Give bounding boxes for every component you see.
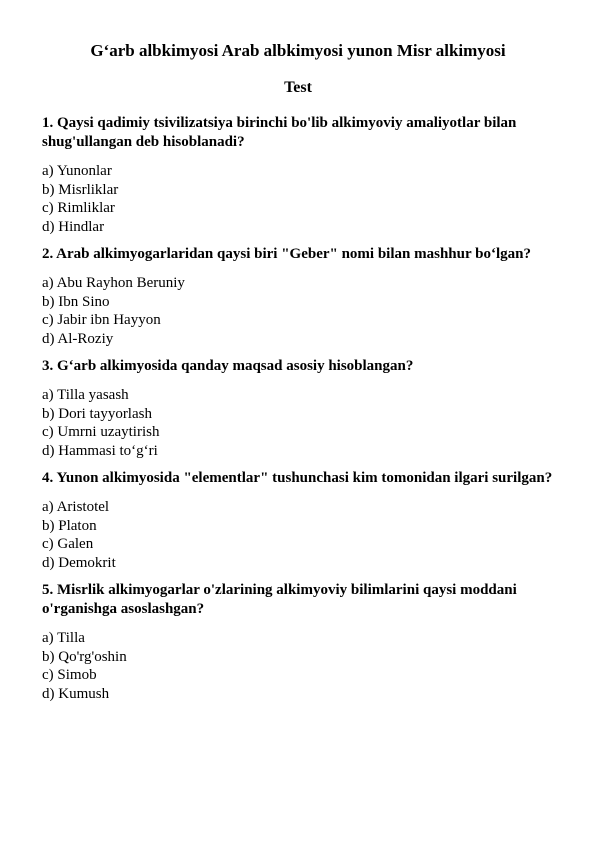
answer-option-b: b) Platon: [42, 517, 97, 534]
answer-option-c: c) Rimliklar: [42, 200, 115, 216]
question-4: [42, 469, 554, 572]
answer-options: [42, 498, 554, 572]
question-text: 2. Arab alkimyogarlaridan qaysi biri "Geber" nomi bilan mashhur bo‘lgan?: [42, 246, 531, 262]
answer-options: [42, 386, 554, 460]
answer-option-a: a) Aristotel: [42, 499, 110, 515]
question-text: 5. Misrlik alkimyogarlar o'zlarining alkimyoviy bilimlarini qaysi moddani o'rganishga asoslashgan?: [42, 582, 517, 617]
answer-option-d: d) Kumush: [42, 685, 110, 702]
answer-option-d: d) Hindlar: [42, 218, 105, 235]
question-list: [42, 114, 554, 703]
question-text: 1. Qaysi qadimiy tsivilizatsiya birinchi bo'lib alkimyoviy amaliyotlar bilan shug'ullangan deb hisoblanadi?: [42, 115, 517, 150]
question-2: [42, 245, 554, 348]
question-text: 3. G‘arb alkimyosida qanday maqsad asosiy hisoblangan?: [42, 358, 414, 374]
answer-option-a: a) Abu Rayhon Beruniy: [42, 275, 185, 291]
document-subtitle: Test: [284, 79, 312, 96]
answer-option-d: d) Hammasi to‘g‘ri: [42, 442, 158, 459]
answer-option-b: b) Dori tayyorlash: [42, 405, 152, 422]
question-5: [42, 581, 554, 703]
document-title: G‘arb albkimyosi Arab albkimyosi yunon Misr alkimyosi: [90, 41, 506, 60]
answer-option-a: a) Yunonlar: [42, 163, 112, 179]
answer-option-a: a) Tilla: [42, 630, 85, 646]
answer-option-b: b) Ibn Sino: [42, 293, 110, 310]
answer-option-a: a) Tilla yasash: [42, 387, 129, 403]
document-page: [42, 40, 554, 712]
answer-options: [42, 162, 554, 236]
answer-options: [42, 629, 554, 703]
answer-option-b: b) Misrliklar: [42, 181, 119, 198]
answer-options: [42, 274, 554, 348]
answer-option-c: c) Jabir ibn Hayyon: [42, 312, 161, 328]
question-1: [42, 114, 554, 236]
answer-option-d: d) Demokrit: [42, 554, 116, 571]
question-text: 4. Yunon alkimyosida "elementlar" tushunchasi kim tomonidan ilgari surilgan?: [42, 470, 553, 486]
answer-option-d: d) Al-Roziy: [42, 330, 114, 347]
answer-option-c: c) Simob: [42, 667, 97, 683]
answer-option-b: b) Qo'rg'oshin: [42, 648, 127, 665]
question-3: [42, 357, 554, 460]
answer-option-c: c) Umrni uzaytirish: [42, 424, 160, 440]
answer-option-c: c) Galen: [42, 536, 94, 552]
